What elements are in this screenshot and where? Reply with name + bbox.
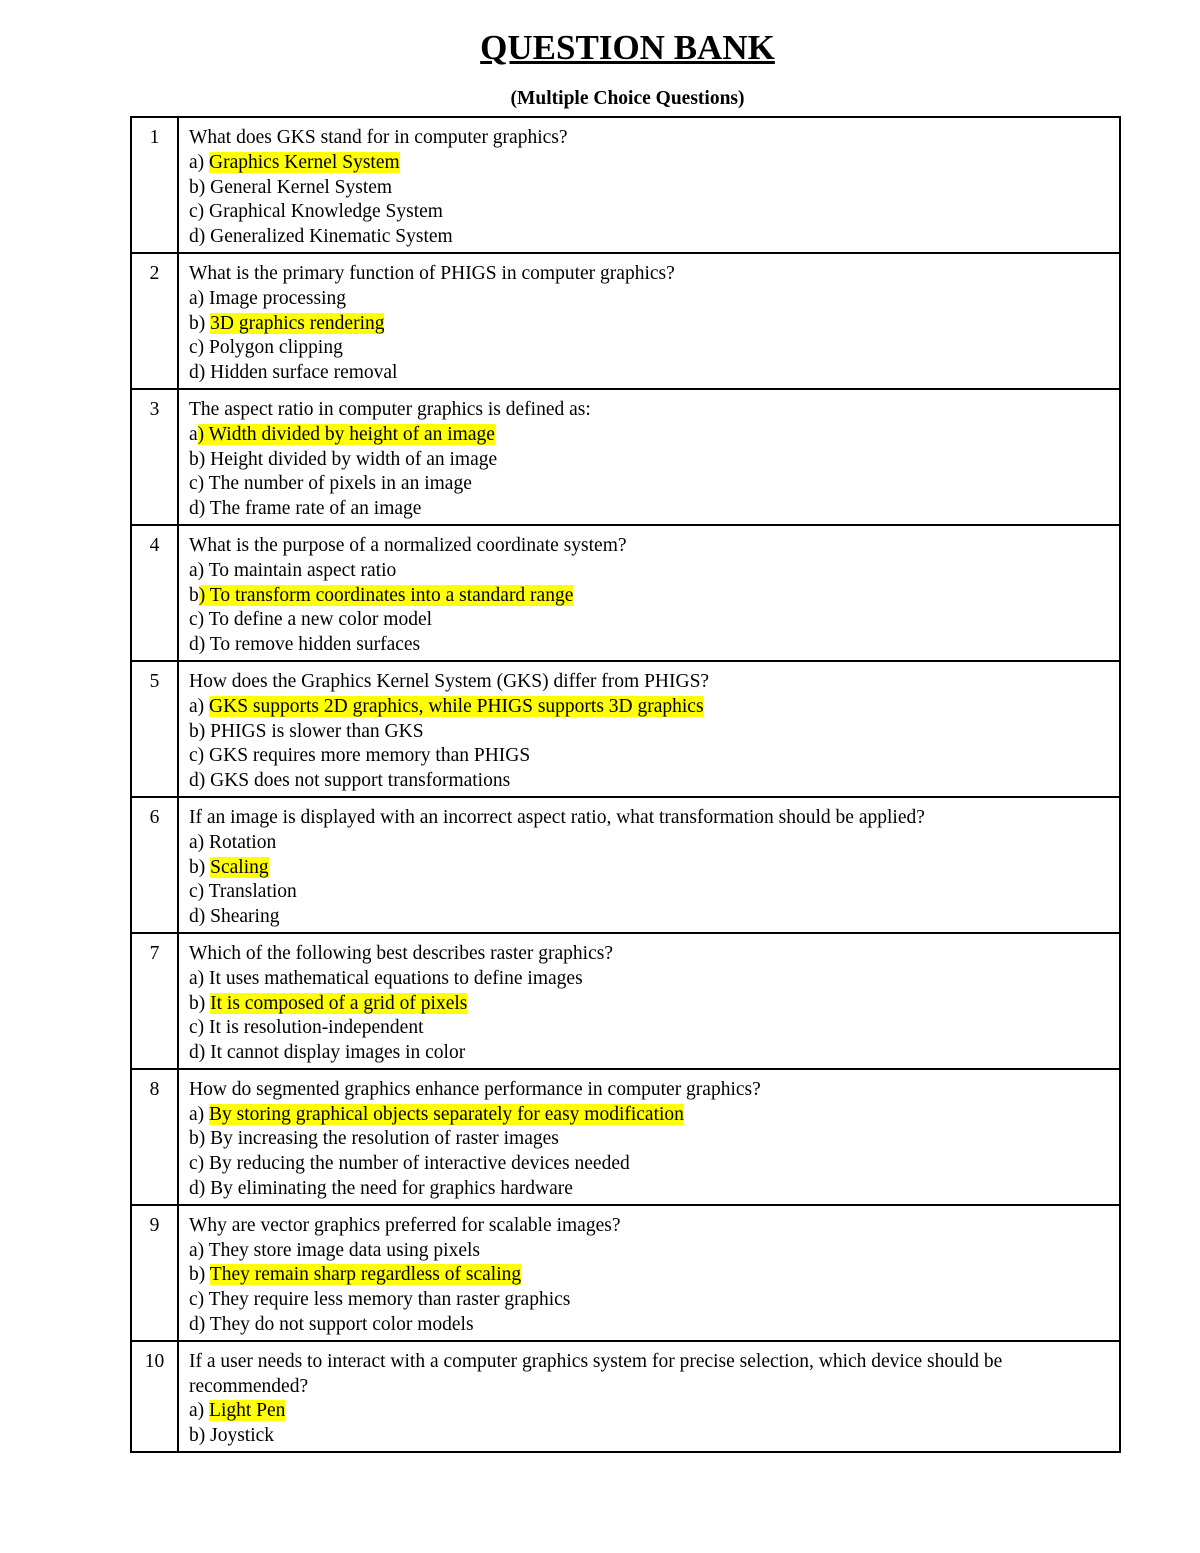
option-letter: c)	[189, 881, 209, 903]
question-text: What does GKS stand for in computer graphics?	[189, 127, 568, 148]
question-text: If an image is displayed with an incorrect aspect ratio, what transformation should be applied?	[189, 806, 925, 828]
option-letter: c)	[189, 1153, 210, 1175]
answer-option	[189, 1016, 1109, 1041]
answer-option	[189, 287, 1109, 312]
option-text: PHIGS is slower than GKS	[210, 720, 424, 742]
answer-option	[189, 1424, 1109, 1449]
page-title: QUESTION BANK	[480, 28, 775, 67]
option-letter: b)	[189, 992, 211, 1014]
question-table	[130, 116, 1121, 1453]
option-letter: b	[189, 584, 199, 606]
question-number: 4	[131, 525, 178, 661]
question-number: 2	[131, 253, 178, 389]
option-text: Graphical Knowledge System	[209, 201, 443, 223]
answer-option	[189, 720, 1109, 745]
option-letter: c)	[189, 745, 210, 767]
option-text: Height divided by width of an image	[210, 448, 498, 470]
option-letter: c)	[189, 473, 209, 495]
correct-answer-highlight: Light Pen	[209, 1400, 286, 1422]
answer-option	[189, 584, 1109, 609]
option-text: The frame rate of an image	[209, 498, 422, 520]
answer-option	[189, 225, 1109, 250]
option-text: Rotation	[209, 831, 277, 853]
answer-option	[189, 176, 1109, 201]
answer-option	[189, 1263, 1109, 1288]
answer-option	[189, 831, 1109, 856]
option-text: Image processing	[209, 287, 347, 309]
correct-answer-highlight: ) To transform coordinates into a standard range	[198, 584, 574, 606]
answer-option	[189, 905, 1109, 930]
question-cell	[178, 797, 1120, 933]
option-letter: a)	[189, 695, 210, 717]
option-letter: a)	[189, 1239, 209, 1261]
option-letter: b)	[189, 1425, 211, 1447]
answer-option	[189, 992, 1109, 1017]
answer-option	[189, 1239, 1109, 1264]
option-letter: b)	[189, 1128, 211, 1150]
answer-option	[189, 336, 1109, 361]
option-text: To maintain aspect ratio	[208, 559, 397, 581]
option-text: Hidden surface removal	[210, 362, 398, 384]
question-row	[131, 1205, 1120, 1341]
answer-option	[189, 423, 1109, 448]
option-text: Shearing	[210, 906, 280, 928]
question-row	[131, 661, 1120, 797]
answer-option	[189, 151, 1109, 176]
answer-option	[189, 497, 1109, 522]
question-row	[131, 389, 1120, 525]
option-text: The number of pixels in an image	[208, 473, 472, 495]
correct-answer-highlight: They remain sharp regardless of scaling	[209, 1264, 522, 1286]
correct-answer-highlight: It is composed of a grid of pixels	[210, 992, 468, 1014]
option-letter: d)	[189, 226, 211, 248]
option-letter: b)	[189, 176, 211, 198]
question-row	[131, 1341, 1120, 1452]
question-cell	[178, 117, 1120, 253]
question-cell	[178, 253, 1120, 389]
option-letter: c)	[189, 609, 209, 631]
question-cell	[178, 389, 1120, 525]
answer-option	[189, 1177, 1109, 1202]
option-letter: d)	[189, 1314, 210, 1336]
option-letter: c)	[189, 201, 210, 223]
question-row	[131, 933, 1120, 1069]
answer-option	[189, 1288, 1109, 1313]
option-text: By eliminating the need for graphics hardware	[210, 1178, 573, 1200]
question-text: How do segmented graphics enhance performance in computer graphics?	[189, 1078, 761, 1100]
question-cell	[178, 1341, 1120, 1452]
question-text: If a user needs to interact with a computer graphics system for precise selection, which device should be recommended?	[189, 1350, 1003, 1397]
question-row	[131, 253, 1120, 389]
question-text: What is the primary function of PHIGS in computer graphics?	[189, 262, 675, 284]
question-number: 10	[131, 1341, 178, 1452]
answer-option	[189, 695, 1109, 720]
option-letter: b)	[189, 448, 211, 470]
option-letter: d)	[189, 906, 211, 928]
correct-answer-highlight: By storing graphical objects separately for easy modification	[209, 1103, 684, 1125]
option-letter: d)	[189, 634, 210, 656]
question-cell	[178, 661, 1120, 797]
option-letter: d)	[189, 1042, 211, 1064]
option-letter: c)	[189, 1017, 210, 1039]
option-letter: b)	[189, 856, 211, 878]
option-text: It uses mathematical equations to define images	[209, 967, 583, 989]
option-letter: c)	[189, 1289, 209, 1311]
option-text: Polygon clipping	[209, 337, 343, 359]
answer-option	[189, 1399, 1109, 1424]
answer-option	[189, 472, 1109, 497]
answer-option	[189, 856, 1109, 881]
question-number: 5	[131, 661, 178, 797]
option-text: General Kernel System	[210, 176, 393, 198]
correct-answer-highlight: GKS supports 2D graphics, while PHIGS supports 3D graphics	[209, 695, 704, 717]
option-letter: a)	[189, 1400, 210, 1422]
question-row	[131, 525, 1120, 661]
option-letter: d)	[189, 498, 210, 520]
correct-answer-highlight: 3D graphics rendering	[210, 312, 385, 334]
option-letter: d)	[189, 770, 211, 792]
answer-option	[189, 1041, 1109, 1066]
question-number: 9	[131, 1205, 178, 1341]
option-text: Joystick	[210, 1425, 275, 1447]
answer-option	[189, 633, 1109, 658]
question-cell	[178, 1069, 1120, 1205]
page-subtitle: (Multiple Choice Questions)	[510, 88, 745, 109]
option-letter: a)	[189, 967, 210, 989]
answer-option	[189, 608, 1109, 633]
option-letter: a)	[189, 287, 210, 309]
answer-option	[189, 1127, 1109, 1152]
answer-option	[189, 1152, 1109, 1177]
answer-option	[189, 967, 1109, 992]
option-letter: a)	[189, 559, 209, 581]
answer-option	[189, 312, 1109, 337]
option-letter: b)	[189, 720, 211, 742]
option-text: It is resolution-independent	[209, 1017, 424, 1039]
option-letter: c)	[189, 337, 210, 359]
correct-answer-highlight: Scaling	[210, 856, 269, 878]
option-text: By increasing the resolution of raster images	[210, 1128, 559, 1150]
answer-option	[189, 361, 1109, 386]
option-text: GKS requires more memory than PHIGS	[209, 745, 531, 767]
question-number: 1	[131, 117, 178, 253]
option-letter: a)	[189, 151, 210, 173]
question-text: Why are vector graphics preferred for scalable images?	[189, 1214, 621, 1236]
option-letter: a	[189, 423, 198, 445]
question-cell	[178, 933, 1120, 1069]
question-number: 3	[131, 389, 178, 525]
answer-option	[189, 880, 1109, 905]
option-letter: b)	[189, 312, 211, 334]
question-row	[131, 117, 1120, 253]
answer-option	[189, 769, 1109, 794]
question-text: The aspect ratio in computer graphics is defined as:	[189, 398, 591, 420]
answer-option	[189, 744, 1109, 769]
option-text: To remove hidden surfaces	[209, 634, 421, 656]
option-letter: d)	[189, 1178, 211, 1200]
question-number: 8	[131, 1069, 178, 1205]
answer-option	[189, 1313, 1109, 1338]
question-cell	[178, 525, 1120, 661]
option-text: By reducing the number of interactive devices needed	[209, 1153, 630, 1175]
question-number: 6	[131, 797, 178, 933]
question-text: Which of the following best describes raster graphics?	[189, 942, 613, 964]
question-row	[131, 1069, 1120, 1205]
answer-option	[189, 448, 1109, 473]
option-letter: d)	[189, 362, 211, 384]
question-row	[131, 797, 1120, 933]
question-text: What is the purpose of a normalized coordinate system?	[189, 534, 627, 556]
option-letter: b)	[189, 1264, 210, 1286]
question-number: 7	[131, 933, 178, 1069]
option-text: They do not support color models	[209, 1314, 474, 1336]
answer-option	[189, 200, 1109, 225]
correct-answer-highlight: Graphics Kernel System	[209, 151, 400, 173]
option-text: Translation	[208, 881, 297, 903]
question-table-body	[131, 117, 1120, 1452]
option-text: To define a new color model	[208, 609, 433, 631]
option-text: Generalized Kinematic System	[210, 226, 453, 248]
option-letter: a)	[189, 1103, 210, 1125]
answer-option	[189, 1103, 1109, 1128]
option-text: It cannot display images in color	[210, 1042, 466, 1064]
option-text: They require less memory than raster graphics	[208, 1289, 571, 1311]
option-letter: a)	[189, 831, 210, 853]
correct-answer-highlight: ) Width divided by height of an image	[197, 423, 495, 445]
answer-option	[189, 559, 1109, 584]
question-text: How does the Graphics Kernel System (GKS) differ from PHIGS?	[189, 670, 710, 692]
question-cell	[178, 1205, 1120, 1341]
option-text: They store image data using pixels	[208, 1239, 480, 1261]
option-text: GKS does not support transformations	[210, 770, 511, 792]
